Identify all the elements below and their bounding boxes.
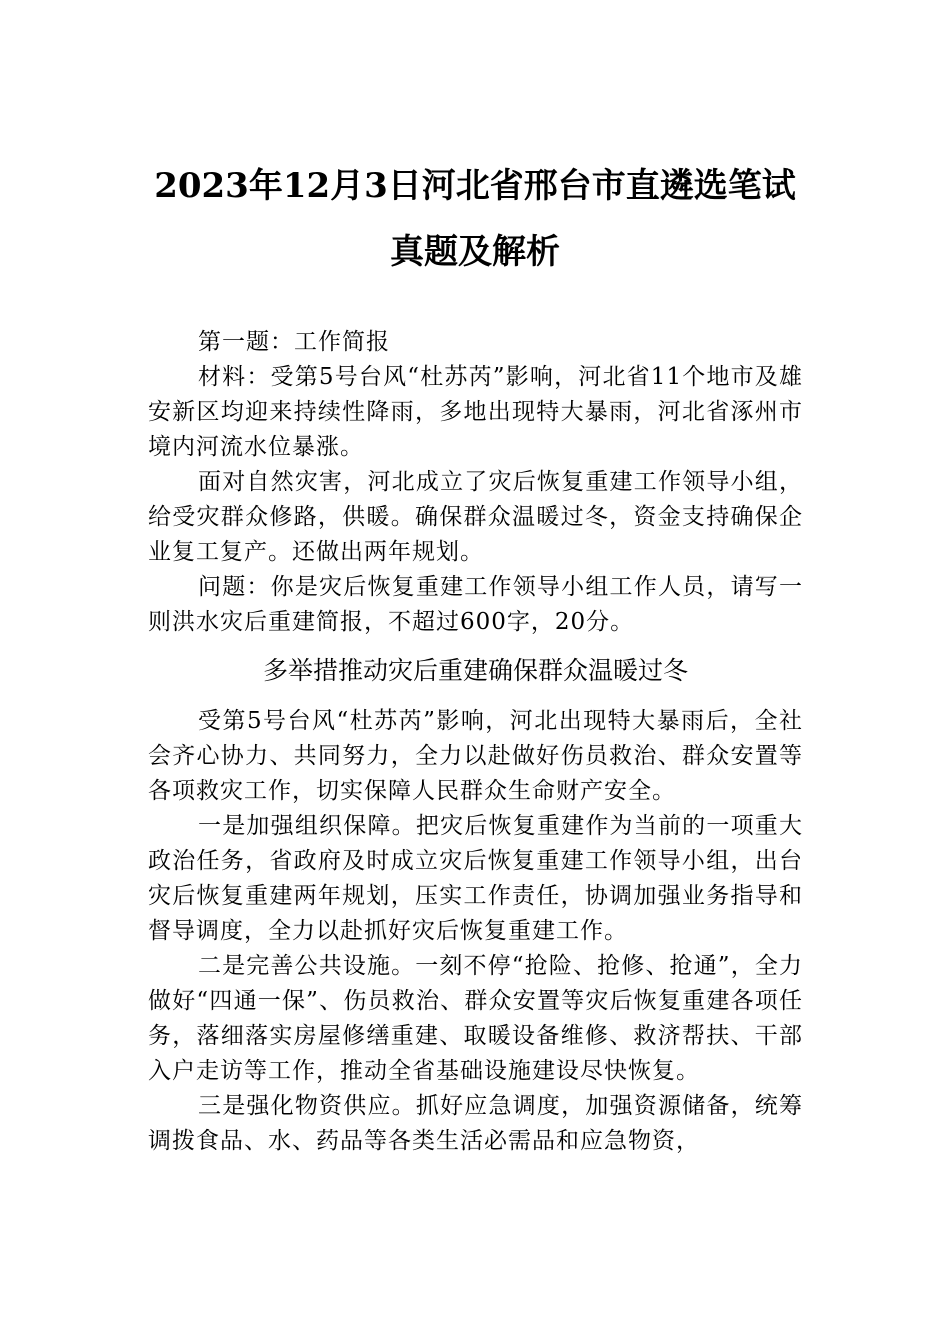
body-paragraph-point-2: 二是完善公共设施。一刻不停“抢险、抢修、抢通”，全力做好“四通一保”、伤员救治、群众安置等灾后恢复重建各项任务，落细落实房屋修缮重建、取暖设备维修、救济帮扶、干部入户走访等工作，推动全省基础设施建设尽快恢复。: [148, 953, 803, 1084]
document-title-line-1: 2023年12月3日河北省邢台市直遴选笔试: [154, 166, 796, 206]
intro-paragraph-response: 面对自然灾害，河北成立了灾后恢复重建工作领导小组，给受灾群众修路，供暖。确保群众温暖过冬，资金支持确保企业复工复产。还做出两年规划。: [148, 469, 803, 565]
intro-paragraph-material: 材料：受第5号台风“杜苏芮”影响，河北省11个地市及雄安新区均迎来持续性降雨，多地出现特大暴雨，河北省涿州市境内河流水位暴涨。: [148, 364, 803, 460]
document-content: [148, 325, 803, 1159]
intro-paragraph-question: 问题：你是灾后恢复重建工作领导小组工作人员，请写一则洪水灾后重建简报，不超过600字，20分。: [148, 574, 803, 635]
body-paragraph-opening: 受第5号台风“杜苏芮”影响，河北出现特大暴雨后，全社会齐心协力、共同努力，全力以赴做好伤员救治、群众安置等各项救灾工作，切实保障人民群众生命财产安全。: [148, 708, 803, 804]
brief-subtitle: 多举措推动灾后重建确保群众温暖过冬: [262, 656, 688, 685]
body-paragraph-point-3: 三是强化物资供应。抓好应急调度，加强资源储备，统筹调拨食品、水、药品等各类生活必需品和应急物资，: [148, 1093, 803, 1154]
document-title-line-2: 真题及解析: [390, 232, 560, 272]
intro-paragraph-question-heading: 第一题：工作简报: [198, 329, 390, 355]
body-paragraph-point-1: 一是加强组织保障。把灾后恢复重建作为当前的一项重大政治任务，省政府及时成立灾后恢复重建工作领导小组，出台灾后恢复重建两年规划，压实工作责任，协调加强业务指导和督导调度，全力以赴抓好灾后恢复重建工作。: [148, 813, 803, 944]
